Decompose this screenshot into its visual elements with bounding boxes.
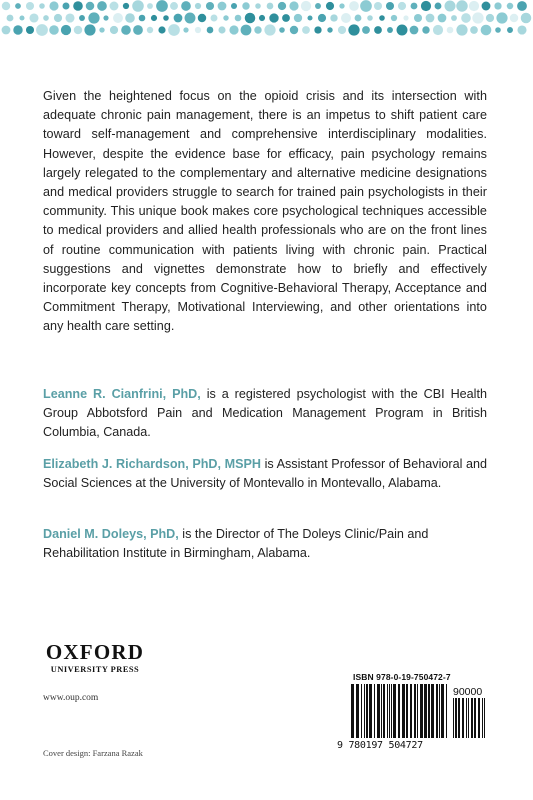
decorative-dot: [414, 14, 422, 22]
addon-barcode-bar: [468, 698, 469, 738]
book-description: Given the heightened focus on the opioid crisis and its intersection with adequate chronic pain management, there is an impetus to shift patient care toward self-management and comprehensive interdisciplinary modalities. However, despite the evidence base for efficacy, pain psychology remains largely relegated to the complementary and alternative medicine designations and medical providers struggle to search for trained pain psychologists in their community. This unique book makes core psychological techniques accessible to medical providers and allied health professionals who are on the front lines of routine communication with patients living with chronic pain. Practical suggestions and vignettes demonstrate how to briefly and effectively incorporate key concepts from Cognitive-Behavioral Therapy, Acceptance and Commitment Therapy, Motivational Interviewing, and other orientations into any health care setting.: [43, 89, 487, 334]
decorative-dot: [338, 26, 346, 34]
decorative-dot: [447, 27, 454, 34]
decorative-dot: [398, 2, 406, 10]
decorative-dot: [147, 3, 153, 9]
decorative-dot: [290, 26, 298, 34]
decorative-dot: [139, 15, 146, 22]
barcode-bar: [374, 684, 375, 738]
dot-pattern-graphic: [0, 0, 533, 36]
decorative-dot-pattern: [0, 0, 533, 36]
decorative-dot: [61, 25, 71, 35]
decorative-dot: [259, 15, 265, 21]
decorative-dot: [223, 15, 228, 20]
decorative-dot: [97, 1, 107, 11]
barcode-bar: [402, 684, 405, 738]
decorative-dot: [326, 2, 334, 10]
decorative-dot: [517, 25, 526, 34]
decorative-dot: [99, 27, 104, 32]
decorative-dot: [374, 2, 382, 10]
decorative-dot: [318, 14, 326, 22]
decorative-dot: [307, 15, 312, 20]
decorative-dot: [151, 15, 157, 21]
decorative-dot: [444, 0, 455, 11]
decorative-dot: [314, 26, 321, 33]
barcode-bar: [391, 684, 392, 738]
decorative-dot: [341, 13, 351, 23]
decorative-dot: [507, 3, 514, 10]
decorative-dot: [170, 2, 178, 10]
decorative-dot: [54, 14, 62, 22]
barcode-bar: [364, 684, 365, 738]
decorative-dot: [470, 26, 478, 34]
decorative-dot: [235, 15, 242, 22]
decorative-dot: [397, 25, 408, 36]
decorative-dot: [49, 1, 58, 10]
decorative-dot: [469, 1, 479, 11]
decorative-dot: [327, 27, 332, 32]
decorative-dot: [110, 2, 119, 11]
decorative-dot: [410, 26, 419, 35]
decorative-dot: [79, 15, 85, 21]
decorative-dot: [218, 2, 227, 11]
decorative-dot: [481, 25, 492, 36]
decorative-dot: [185, 13, 196, 24]
decorative-dot: [391, 15, 397, 21]
decorative-dot: [282, 14, 290, 22]
decorative-dot: [422, 26, 429, 33]
barcode-bar: [436, 684, 438, 738]
decorative-dot: [264, 24, 275, 35]
cover-design-credit: Cover design: Farzana Razak: [43, 748, 143, 758]
author-bio-2: [43, 455, 487, 493]
publisher-url: www.oup.com: [43, 693, 99, 703]
decorative-dot: [379, 15, 385, 21]
decorative-dot: [241, 25, 252, 36]
decorative-dot: [195, 3, 201, 9]
barcode-bar: [393, 684, 396, 738]
barcode-bar: [431, 684, 434, 738]
decorative-dot: [206, 2, 214, 10]
decorative-dot: [302, 26, 310, 34]
isbn-label: ISBN 978-0-19-750472-7: [353, 672, 451, 682]
barcode-bar: [424, 684, 427, 738]
decorative-dot: [348, 24, 359, 35]
decorative-dot: [279, 27, 285, 33]
barcode-bar: [441, 684, 444, 738]
decorative-dot: [496, 12, 507, 23]
decorative-dot: [267, 3, 274, 10]
decorative-dot: [242, 2, 249, 9]
decorative-dot: [355, 15, 362, 22]
decorative-dot: [229, 25, 238, 34]
author-bio-1: [43, 385, 487, 443]
decorative-dot: [360, 0, 372, 12]
decorative-dot: [84, 24, 95, 35]
barcode-bar: [389, 684, 390, 738]
decorative-dot: [211, 15, 218, 22]
decorative-dot: [7, 15, 14, 22]
addon-barcode-bar: [478, 698, 480, 738]
barcode-bar: [398, 684, 400, 738]
decorative-dot: [254, 26, 261, 33]
decorative-dot: [158, 26, 165, 33]
decorative-dot: [495, 27, 501, 33]
decorative-dot: [494, 2, 501, 9]
decorative-dot: [349, 1, 359, 11]
barcode-bar: [439, 684, 440, 738]
decorative-dot: [86, 2, 94, 10]
decorative-dot: [438, 14, 447, 23]
decorative-dot: [49, 25, 59, 35]
decorative-dot: [63, 3, 70, 10]
barcode-bars: [351, 684, 489, 738]
decorative-dot: [294, 14, 302, 22]
decorative-dot: [472, 12, 483, 23]
barcode-bar: [417, 684, 418, 738]
decorative-dot: [168, 24, 180, 36]
decorative-dot: [181, 1, 191, 11]
decorative-dot: [517, 1, 527, 11]
barcode-bar: [406, 684, 408, 738]
decorative-dot: [88, 12, 99, 23]
decorative-dot: [374, 26, 382, 34]
decorative-dot: [26, 26, 34, 34]
publisher-logo-subtitle: UNIVERSITY PRESS: [50, 665, 140, 674]
decorative-dot: [174, 14, 183, 23]
barcode-bar: [383, 684, 385, 738]
decorative-dot: [113, 13, 123, 23]
decorative-dot: [132, 0, 144, 12]
decorative-dot: [461, 13, 471, 23]
decorative-dot: [43, 15, 49, 21]
barcode-bar: [366, 684, 368, 738]
decorative-dot: [269, 13, 278, 22]
decorative-dot: [510, 14, 518, 22]
decorative-dot: [435, 3, 442, 10]
decorative-dot: [387, 27, 393, 33]
addon-barcode-bar: [466, 698, 467, 738]
author-name-3: Daniel M. Doleys, PhD,: [43, 527, 179, 541]
barcode-bar: [410, 684, 412, 738]
decorative-dot: [339, 3, 344, 8]
decorative-dot: [163, 15, 169, 21]
addon-barcode-bar: [474, 698, 476, 738]
decorative-dot: [207, 27, 214, 34]
decorative-dot: [103, 15, 108, 20]
decorative-dot: [195, 27, 201, 33]
decorative-dot: [183, 27, 188, 32]
barcode-bar: [351, 684, 354, 738]
decorative-dot: [411, 3, 418, 10]
barcode-bar: [420, 684, 423, 738]
decorative-dot: [110, 26, 118, 34]
decorative-dot: [15, 3, 21, 9]
decorative-dot: [19, 15, 24, 20]
decorative-dot: [2, 2, 10, 10]
decorative-dot: [278, 2, 286, 10]
decorative-dot: [133, 25, 143, 35]
decorative-dot: [231, 3, 237, 9]
decorative-dot: [521, 13, 532, 24]
author-name-2: Elizabeth J. Richardson, PhD, MSPH: [43, 457, 262, 471]
decorative-dot: [426, 14, 435, 23]
addon-barcode-bar: [458, 698, 460, 738]
addon-barcode-bar: [462, 698, 464, 738]
author-bio-text-2: is Assistant Professor of Behavioral and Social Sciences at the University of Montevallo in Montevallo, Alabama.: [43, 457, 487, 491]
decorative-dot: [433, 25, 443, 35]
addon-barcode-bar: [455, 698, 457, 738]
decorative-dot: [123, 3, 129, 9]
decorative-dot: [65, 13, 74, 22]
addon-barcode-bar: [453, 698, 454, 738]
decorative-dot: [456, 0, 467, 11]
decorative-dot: [147, 27, 153, 33]
decorative-dot: [121, 25, 131, 35]
decorative-dot: [218, 26, 225, 33]
addon-barcode-bar: [482, 698, 483, 738]
decorative-dot: [289, 1, 298, 10]
decorative-dot: [362, 26, 370, 34]
decorative-dot: [482, 2, 491, 11]
author-name-1: Leanne R. Cianfrini, PhD,: [43, 387, 201, 401]
decorative-dot: [26, 2, 34, 10]
decorative-dot: [507, 27, 513, 33]
barcode-bar: [377, 684, 380, 738]
decorative-dot: [255, 3, 261, 9]
decorative-dot: [73, 1, 83, 11]
decorative-dot: [29, 13, 38, 22]
decorative-dot: [39, 3, 45, 9]
decorative-dot: [451, 15, 457, 21]
barcode-bar: [369, 684, 372, 738]
decorative-dot: [403, 15, 408, 20]
decorative-dot: [13, 25, 22, 34]
barcode-bar: [428, 684, 430, 738]
author-bio-text-3: is the Director of The Doleys Clinic/Pain and Rehabilitation Institute in Birmingham, Alabama.: [43, 527, 429, 561]
decorative-dot: [330, 14, 337, 21]
decorative-dot: [456, 24, 467, 35]
barcode-bar: [446, 684, 447, 738]
decorative-dot: [367, 15, 373, 21]
barcode-bar: [387, 684, 388, 738]
decorative-dot: [36, 24, 48, 36]
addon-barcode-bar: [484, 698, 485, 738]
barcode-bar: [414, 684, 416, 738]
ean-digits: 9 780197 504727: [337, 740, 423, 751]
decorative-dot: [386, 2, 394, 10]
publisher-logo: OXFORD: [45, 640, 145, 664]
price-code: 90000: [453, 686, 483, 698]
decorative-dot: [125, 13, 135, 23]
decorative-dot: [486, 14, 494, 22]
decorative-dot: [245, 13, 256, 24]
barcode-bar: [381, 684, 382, 738]
decorative-dot: [301, 1, 311, 11]
decorative-dot: [315, 3, 321, 9]
decorative-dot: [156, 0, 168, 12]
decorative-dot: [198, 14, 206, 22]
addon-barcode-bar: [471, 698, 473, 738]
decorative-dot: [2, 26, 11, 35]
decorative-dot: [421, 1, 431, 11]
author-bio-3: [43, 525, 487, 563]
barcode-bar: [361, 684, 362, 738]
author-bio-text-1: is a registered psychologist with the CBI Health Group Abbotsford Pain and Medication Management Program in British Columbia, Canada.: [43, 387, 487, 440]
decorative-dot: [74, 26, 83, 35]
barcode-bar: [356, 684, 359, 738]
